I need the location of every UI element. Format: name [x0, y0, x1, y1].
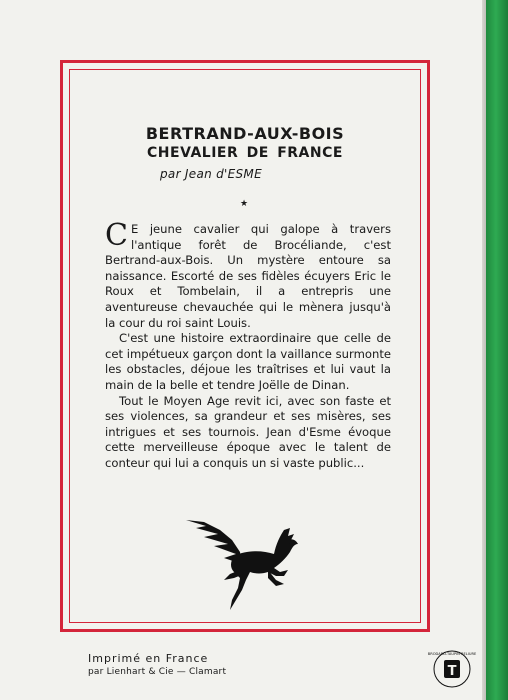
- star-ornament: ★: [240, 199, 249, 209]
- blurb-paragraph-2: C'est une histoire extraordinaire que celle de cet impétueux garçon dont la vaillance surmonte les obstacles, déjoue les traîtrises et lui vaut la main de la belle et tendre Joëlle de Dinan.: [105, 331, 391, 392]
- drop-cap: C: [105, 218, 128, 253]
- book-title: BERTRAND-AUX-BOIS: [145, 124, 345, 143]
- blurb-text: [105, 218, 391, 472]
- binder-letter: T: [447, 664, 457, 679]
- printed-in-france: Imprimé en France: [88, 652, 209, 665]
- blurb-paragraph-3: Tout le Moyen Age revit ici, avec son faste et ses violences, sa grandeur et ses misères, ses intrigues et ses tournois. Jean d'Esme évoque cette merveilleuse époque avec le talent de conteur qui lui a conquis un si vaste public...: [105, 393, 391, 470]
- printer-line: par Lienhart & Cie — Clamart: [88, 667, 227, 677]
- imprint-block: [88, 652, 226, 677]
- green-spine: [486, 0, 508, 700]
- binder-name: BRODARD-TAUPIN RELIURE: [427, 652, 477, 656]
- blurb-paragraph-1: [105, 218, 391, 331]
- winged-horse-icon: [184, 514, 304, 614]
- book-subtitle: CHEVALIER DE FRANCE: [147, 145, 343, 161]
- binder-logo-icon: [427, 647, 477, 691]
- author-line: par Jean d'ESME: [160, 167, 262, 181]
- blurb-paragraph-1-text: E jeune cavalier qui galope à travers l'antique forêt de Brocéliande, c'est Bertrand-aux-Bois. Un mystère entoure sa naissance. Escorté de ses fidèles écuyers Eric le Roux et Tombelain, il a entrepris une aventureuse chevauchée qui le mènera jusqu'à la cour du roi saint Louis.: [105, 222, 391, 330]
